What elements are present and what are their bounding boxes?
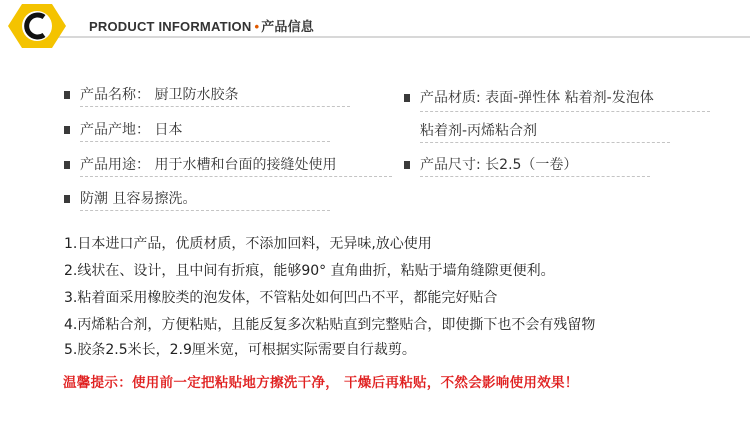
feature-item: 4.丙烯粘合剂，方便粘贴，且能反复多次粘贴直到完整贴合，即使撕下也不会有残留物: [64, 317, 596, 333]
info-product-size: 产品尺寸: 长2.5（一卷）: [420, 157, 578, 173]
bullet-icon: [404, 94, 410, 102]
feature-item: 3.粘着面采用橡胶类的泡发体，不管粘处如何凹凸不平，都能完好贴合: [64, 290, 498, 306]
section-title-cn: 产品信息: [261, 19, 315, 34]
warning-note: 温馨提示：使用前一定把粘贴地方擦洗干净， 干燥后再粘贴，不然会影响使用效果！: [63, 375, 579, 391]
dotted-divider: [420, 142, 670, 143]
dotted-divider: [420, 176, 650, 177]
dotted-divider: [80, 210, 330, 211]
bullet-icon: [64, 126, 70, 134]
feature-item: 1.日本进口产品，优质材质，不添加回料，无异味,放心使用: [64, 236, 432, 252]
feature-item: 5.胶条2.5米长，2.9厘米宽，可根据实际需要自行裁剪。: [64, 342, 416, 358]
info-product-name: 产品名称： 厨卫防水胶条: [80, 87, 239, 103]
section-title: [89, 16, 314, 35]
info-product-origin: 产品产地： 日本: [80, 122, 183, 138]
dotted-divider: [80, 106, 350, 107]
info-product-material-cont: 粘着剂-丙烯粘合剂: [420, 123, 538, 139]
dotted-divider: [80, 176, 392, 177]
brand-logo-icon: [6, 2, 68, 50]
feature-item: 2.线状在、设计，且中间有折痕，能够90° 直角曲折，粘贴于墙角缝隙更便利。: [64, 263, 555, 279]
section-header: [0, 0, 750, 50]
bullet-icon: [64, 161, 70, 169]
dotted-divider: [420, 111, 710, 112]
bullet-icon: [404, 161, 410, 169]
info-product-usage: 产品用途： 用于水槽和台面的接缝处使用: [80, 157, 337, 173]
title-separator: •: [254, 19, 260, 34]
bullet-icon: [64, 195, 70, 203]
bullet-icon: [64, 91, 70, 99]
section-title-en: PRODUCT INFORMATION: [89, 19, 252, 34]
header-divider: [55, 36, 750, 38]
info-product-material: 产品材质: 表面-弹性体 粘着剂-发泡体: [420, 90, 654, 106]
dotted-divider: [80, 141, 330, 142]
info-product-usage-cont: 防潮 且容易擦洗。: [80, 191, 197, 207]
